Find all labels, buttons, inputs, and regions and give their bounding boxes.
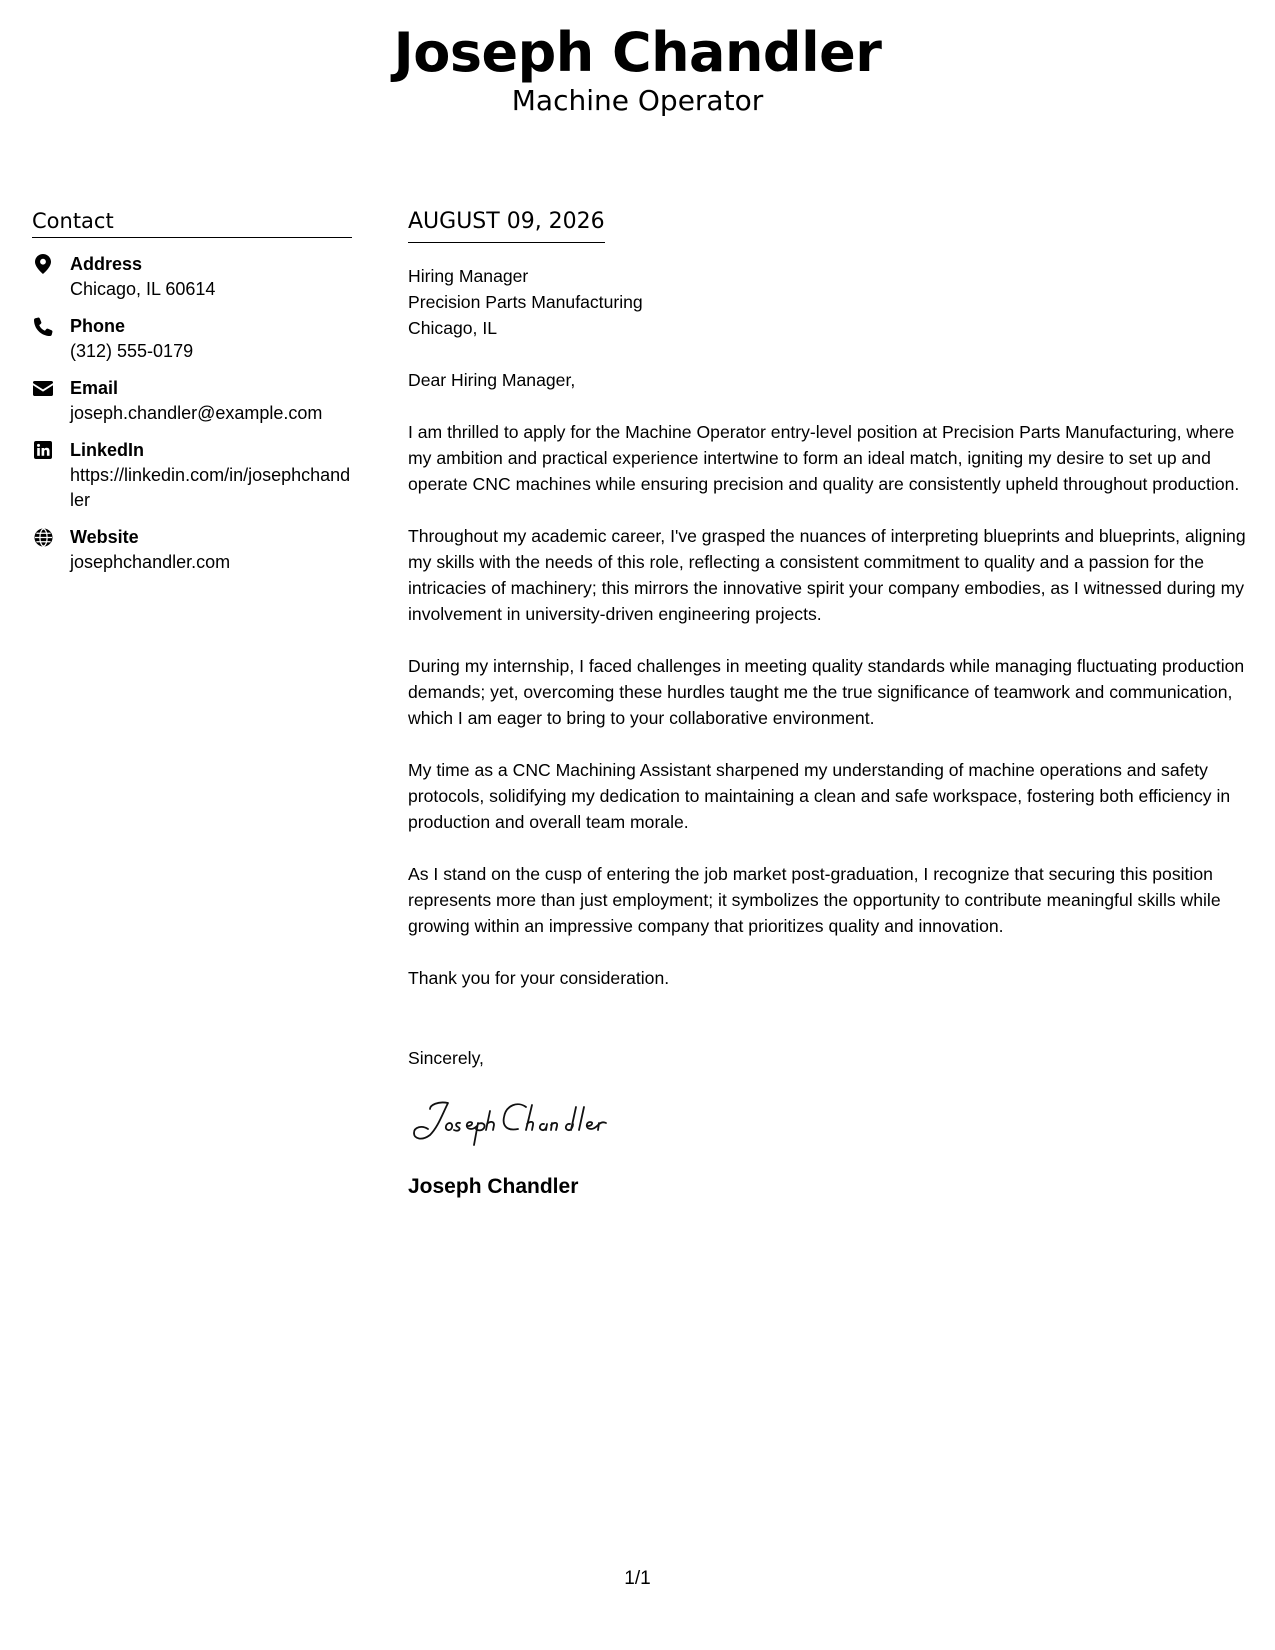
contact-label: LinkedIn <box>70 440 145 460</box>
contact-linkedin <box>32 438 352 513</box>
email-icon <box>32 377 54 399</box>
handwritten-signature <box>408 1093 1258 1149</box>
thanks-line: Thank you for your consideration. <box>408 968 670 988</box>
body-paragraph: My time as a CNC Machining Assistant sharpened my understanding of machine operations and safety protocols, solidifying my dedication to maintaining a clean and safe workspace, fostering both efficiency in production and overall team morale. <box>408 760 1231 832</box>
body-paragraph: I am thrilled to apply for the Machine Operator entry-level position at Precision Parts Manufacturing, where my ambition and practical experience intertwine to form an ideal match, igniting my desire to set up and operate CNC machines while ensuring precision and quality are consistently upheld throughout production. <box>408 422 1240 494</box>
globe-icon <box>32 526 54 548</box>
phone-icon <box>32 315 54 337</box>
contact-sidebar <box>32 208 352 587</box>
contact-phone <box>32 314 352 364</box>
contact-label: Email <box>70 378 119 398</box>
contact-value[interactable]: https://linkedin.com/in/josephchandler <box>70 465 351 510</box>
body-paragraph: As I stand on the cusp of entering the job market post-graduation, I recognize that securing this position represents more than just employment; it symbolizes the opportunity to contribute meaningful skills while growing within an impressive company that prioritizes quality and innovation. <box>408 864 1221 936</box>
salutation: Dear Hiring Manager, <box>408 370 576 390</box>
linkedin-icon <box>32 439 54 461</box>
contact-value: (312) 555-0179 <box>70 341 194 361</box>
recipient-title: Hiring Manager <box>408 266 529 286</box>
contact-address <box>32 252 352 302</box>
contact-value[interactable]: joseph.chandler@example.com <box>70 403 323 423</box>
letter-date: AUGUST 09, 2026 <box>408 208 605 243</box>
contact-email <box>32 376 352 426</box>
contact-label: Website <box>70 527 139 547</box>
location-pin-icon <box>32 253 54 275</box>
contact-value: Chicago, IL 60614 <box>70 279 216 299</box>
contact-value[interactable]: josephchandler.com <box>70 552 231 572</box>
applicant-name: Joseph Chandler <box>393 21 882 84</box>
contact-label: Phone <box>70 316 126 336</box>
signer-name: Joseph Chandler <box>408 1175 579 1198</box>
letter-header <box>0 22 1275 118</box>
contact-website <box>32 525 352 575</box>
recipient-company: Precision Parts Manufacturing <box>408 292 643 312</box>
closing: Sincerely, <box>408 1048 484 1068</box>
applicant-role: Machine Operator <box>511 84 764 117</box>
contact-label: Address <box>70 254 143 274</box>
page-number: 1/1 <box>624 1568 651 1589</box>
recipient-block <box>408 263 1258 341</box>
contact-title: Contact <box>32 208 352 238</box>
body-paragraph: Throughout my academic career, I've grasped the nuances of interpreting blueprints and blueprints, aligning my skills with the needs of this role, reflecting a consistent commitment to quality and a passion for the intricacies of machinery; this mirrors the innovative spirit your company embodies, as I witnessed during my involvement in university-driven engineering projects. <box>408 526 1246 624</box>
letter-body <box>408 208 1258 1201</box>
recipient-location: Chicago, IL <box>408 318 497 338</box>
body-paragraph: During my internship, I faced challenges in meeting quality standards while managing fluctuating production demands; yet, overcoming these hurdles taught me the true significance of teamwork and communication, which I am eager to bring to your collaborative environment. <box>408 656 1245 728</box>
